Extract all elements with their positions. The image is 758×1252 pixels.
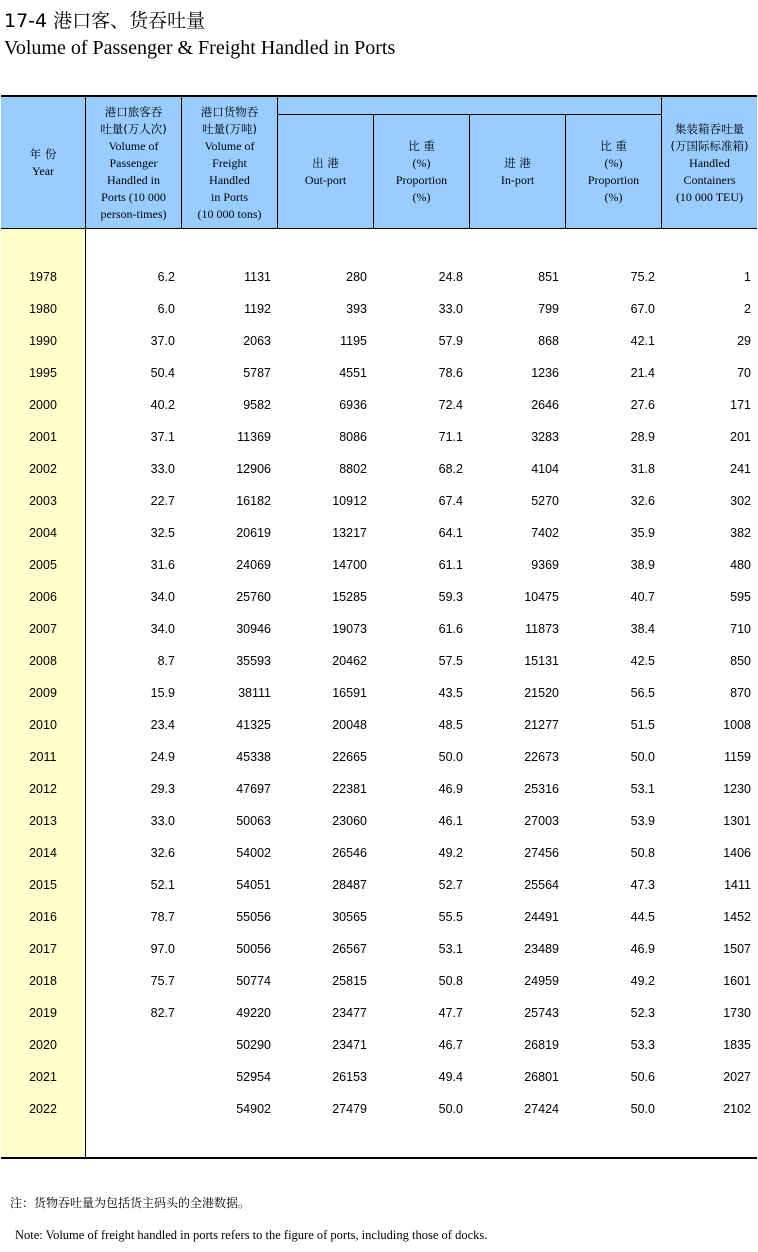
cell-outport-proportion: 50.0	[438, 1102, 463, 1116]
table-row	[1, 869, 757, 901]
cell-year: 2005	[29, 558, 57, 572]
cell-outport-proportion: 52.7	[438, 878, 463, 892]
cell-year: 1980	[29, 302, 57, 316]
cell-inport: 27456	[524, 846, 559, 860]
cell-inport: 868	[538, 334, 559, 348]
cell-passenger: 6.0	[157, 302, 175, 316]
cell-freight: 54902	[236, 1102, 271, 1116]
header-inport-proportion: 比 重 (%) Proportion (%)	[587, 139, 640, 204]
cell-outport: 280	[346, 270, 367, 284]
cell-inport: 21277	[524, 718, 559, 732]
cell-year: 2000	[29, 398, 57, 412]
cell-outport: 20048	[332, 718, 367, 732]
cell-outport: 26546	[332, 846, 367, 860]
cell-inport: 25316	[524, 782, 559, 796]
cell-outport: 6936	[339, 398, 367, 412]
cell-inport: 3283	[531, 430, 559, 444]
cell-outport-proportion: 33.0	[438, 302, 463, 316]
table-row	[1, 709, 757, 741]
header-containers: 集装箱吞吐量 (万国际标准箱) Handled Containers (10 000 TEU)	[670, 121, 749, 204]
cell-outport: 22381	[332, 782, 367, 796]
cell-year: 2014	[29, 846, 57, 860]
cell-freight: 38111	[238, 686, 271, 700]
cell-containers: 1230	[723, 782, 751, 796]
cell-year: 1990	[29, 334, 57, 348]
cell-year: 2003	[29, 494, 57, 508]
cell-freight: 16182	[236, 494, 271, 508]
cell-passenger: 75.7	[150, 974, 175, 988]
cell-containers: 29	[737, 334, 751, 348]
cell-passenger: 34.0	[150, 590, 175, 604]
cell-outport-proportion: 57.5	[438, 654, 463, 668]
table-row	[1, 741, 757, 773]
cell-passenger: 8.7	[157, 654, 175, 668]
cell-inport: 799	[538, 302, 559, 316]
cell-freight: 25760	[236, 590, 271, 604]
divider	[373, 115, 374, 229]
cell-year: 2022	[29, 1102, 57, 1116]
header-outport: 出 港 Out-port	[304, 156, 347, 187]
cell-containers: 870	[730, 686, 751, 700]
cell-containers: 1452	[723, 910, 751, 924]
cell-outport-proportion: 49.2	[438, 846, 463, 860]
cell-inport: 9369	[531, 558, 559, 572]
cell-outport: 23060	[332, 814, 367, 828]
cell-passenger: 6.2	[157, 270, 175, 284]
cell-containers: 1601	[723, 974, 751, 988]
table-row	[1, 613, 757, 645]
cell-containers: 2102	[723, 1102, 751, 1116]
cell-inport: 21520	[524, 686, 559, 700]
cell-inport-proportion: 28.9	[630, 430, 655, 444]
table-row	[1, 773, 757, 805]
divider	[661, 97, 662, 229]
cell-year: 2006	[29, 590, 57, 604]
cell-outport-proportion: 67.4	[438, 494, 463, 508]
cell-year: 2019	[29, 1006, 57, 1020]
divider	[469, 115, 470, 229]
cell-passenger: 97.0	[150, 942, 175, 956]
divider	[181, 97, 182, 229]
cell-inport-proportion: 50.0	[630, 750, 655, 764]
cell-containers: 1301	[723, 814, 751, 828]
cell-inport-proportion: 40.7	[630, 590, 655, 604]
cell-outport-proportion: 72.4	[438, 398, 463, 412]
cell-containers: 302	[730, 494, 751, 508]
cell-inport-proportion: 53.1	[630, 782, 655, 796]
cell-containers: 850	[730, 654, 751, 668]
cell-containers: 595	[730, 590, 751, 604]
cell-outport-proportion: 59.3	[438, 590, 463, 604]
cell-freight: 11369	[237, 430, 271, 444]
cell-containers: 1008	[723, 718, 751, 732]
cell-outport: 8802	[339, 462, 367, 476]
cell-outport-proportion: 61.1	[438, 558, 463, 572]
cell-year: 2009	[29, 686, 57, 700]
table-row	[1, 517, 757, 549]
cell-passenger: 82.7	[150, 1006, 175, 1020]
cell-inport-proportion: 53.3	[630, 1038, 655, 1052]
cell-freight: 50056	[236, 942, 271, 956]
cell-outport-proportion: 78.6	[438, 366, 463, 380]
cell-passenger: 23.4	[150, 718, 175, 732]
header-passenger: 港口旅客吞 吐量(万人次) Volume of Passenger Handled in Ports (10 000 person-times)	[100, 104, 167, 221]
cell-outport-proportion: 61.6	[438, 622, 463, 636]
cell-outport: 28487	[332, 878, 367, 892]
cell-inport: 15131	[524, 654, 559, 668]
cell-passenger: 29.3	[150, 782, 175, 796]
cell-freight: 54051	[236, 878, 271, 892]
cell-inport: 25564	[524, 878, 559, 892]
cell-passenger: 52.1	[150, 878, 175, 892]
cell-inport-proportion: 21.4	[630, 366, 655, 380]
header-outport-proportion: 比 重 (%) Proportion (%)	[395, 139, 448, 204]
cell-freight: 54002	[236, 846, 271, 860]
cell-passenger: 34.0	[150, 622, 175, 636]
cell-freight: 20619	[236, 526, 271, 540]
port-volume-table	[1, 95, 757, 1159]
table-row	[1, 1093, 757, 1125]
cell-inport-proportion: 49.2	[630, 974, 655, 988]
cell-freight: 1131	[244, 270, 271, 284]
cell-outport: 14700	[332, 558, 367, 572]
cell-freight: 50290	[236, 1038, 271, 1052]
cell-passenger: 78.7	[150, 910, 175, 924]
cell-outport: 27479	[332, 1102, 367, 1116]
cell-year: 2001	[29, 430, 57, 444]
cell-outport: 23471	[332, 1038, 367, 1052]
table-row	[1, 261, 757, 293]
cell-freight: 49220	[236, 1006, 271, 1020]
cell-freight: 45338	[236, 750, 271, 764]
cell-outport: 1195	[340, 334, 367, 348]
cell-year: 2016	[29, 910, 57, 924]
cell-outport: 25815	[332, 974, 367, 988]
cell-inport: 26819	[524, 1038, 559, 1052]
cell-outport: 20462	[332, 654, 367, 668]
cell-containers: 171	[730, 398, 751, 412]
cell-containers: 480	[730, 558, 751, 572]
cell-outport-proportion: 24.8	[438, 270, 463, 284]
cell-year: 2010	[29, 718, 57, 732]
footnote-cn: 注：货物吞吐量为包括货主码头的全港数据。	[10, 1196, 251, 1210]
cell-inport-proportion: 52.3	[630, 1006, 655, 1020]
cell-containers: 1507	[723, 942, 751, 956]
cell-freight: 9582	[243, 398, 271, 412]
cell-outport: 4551	[339, 366, 367, 380]
table-row	[1, 933, 757, 965]
cell-inport: 2646	[531, 398, 559, 412]
cell-outport-proportion: 48.5	[438, 718, 463, 732]
cell-inport-proportion: 42.1	[630, 334, 655, 348]
cell-year: 2008	[29, 654, 57, 668]
cell-inport: 1236	[531, 366, 559, 380]
cell-inport: 24491	[524, 910, 559, 924]
cell-inport: 27003	[524, 814, 559, 828]
cell-outport-proportion: 68.2	[438, 462, 463, 476]
cell-outport: 26153	[332, 1070, 367, 1084]
cell-outport-proportion: 57.9	[438, 334, 463, 348]
cell-year: 2021	[29, 1070, 57, 1084]
cell-outport: 23477	[332, 1006, 367, 1020]
cell-inport: 23489	[524, 942, 559, 956]
cell-outport-proportion: 47.7	[438, 1006, 463, 1020]
cell-freight: 12906	[236, 462, 271, 476]
cell-freight: 41325	[236, 718, 271, 732]
cell-inport-proportion: 31.8	[630, 462, 655, 476]
table-row	[1, 1061, 757, 1093]
cell-outport: 393	[346, 302, 367, 316]
cell-inport-proportion: 38.4	[630, 622, 655, 636]
cell-outport-proportion: 46.1	[438, 814, 463, 828]
cell-inport: 851	[538, 270, 559, 284]
cell-inport-proportion: 32.6	[630, 494, 655, 508]
cell-outport: 30565	[332, 910, 367, 924]
footnote-en: Note: Volume of freight handled in ports refers to the figure of ports, including those of docks.	[15, 1228, 488, 1242]
cell-passenger: 32.6	[150, 846, 175, 860]
cell-containers: 2027	[723, 1070, 751, 1084]
cell-freight: 35593	[236, 654, 271, 668]
cell-containers: 1159	[724, 750, 751, 764]
cell-inport: 5270	[531, 494, 559, 508]
cell-outport: 16591	[332, 686, 367, 700]
cell-outport: 13217	[332, 526, 367, 540]
header-freight: 港口货物吞 吐量(万吨) Volume of Freight Handled in Ports (10 000 tons)	[197, 104, 262, 221]
cell-inport: 4104	[531, 462, 559, 476]
cell-year: 2017	[29, 942, 57, 956]
cell-inport-proportion: 47.3	[630, 878, 655, 892]
cell-passenger: 32.5	[150, 526, 175, 540]
header-subdivider	[277, 114, 661, 115]
divider	[277, 97, 278, 229]
cell-outport-proportion: 46.7	[438, 1038, 463, 1052]
cell-freight: 55056	[236, 910, 271, 924]
cell-year: 2012	[29, 782, 57, 796]
table-row	[1, 581, 757, 613]
table-row	[1, 837, 757, 869]
cell-outport-proportion: 71.1	[438, 430, 463, 444]
cell-outport-proportion: 49.4	[438, 1070, 463, 1084]
cell-year: 2002	[29, 462, 57, 476]
cell-inport-proportion: 56.5	[630, 686, 655, 700]
cell-inport-proportion: 38.9	[630, 558, 655, 572]
cell-containers: 1	[744, 270, 751, 284]
cell-freight: 5787	[243, 366, 271, 380]
divider	[565, 115, 566, 229]
cell-passenger: 15.9	[150, 686, 175, 700]
cell-outport-proportion: 50.8	[438, 974, 463, 988]
cell-passenger: 24.9	[150, 750, 175, 764]
cell-inport-proportion: 46.9	[630, 942, 655, 956]
cell-inport-proportion: 50.6	[630, 1070, 655, 1084]
cell-containers: 1411	[724, 878, 751, 892]
cell-freight: 2063	[243, 334, 271, 348]
table-row	[1, 389, 757, 421]
cell-containers: 382	[730, 526, 751, 540]
table-row	[1, 677, 757, 709]
cell-passenger: 31.6	[150, 558, 175, 572]
table-row	[1, 805, 757, 837]
cell-inport-proportion: 53.9	[630, 814, 655, 828]
cell-freight: 30946	[236, 622, 271, 636]
cell-inport: 26801	[524, 1070, 559, 1084]
cell-passenger: 22.7	[150, 494, 175, 508]
header-inport: 进 港 In-port	[500, 156, 535, 187]
cell-inport: 27424	[524, 1102, 559, 1116]
cell-freight: 52954	[236, 1070, 271, 1084]
table-row	[1, 453, 757, 485]
cell-passenger: 33.0	[150, 462, 175, 476]
cell-inport-proportion: 50.8	[630, 846, 655, 860]
table-row	[1, 357, 757, 389]
cell-inport-proportion: 35.9	[630, 526, 655, 540]
cell-freight: 47697	[236, 782, 271, 796]
cell-containers: 1730	[723, 1006, 751, 1020]
cell-inport: 11873	[525, 622, 559, 636]
cell-containers: 710	[730, 622, 751, 636]
cell-outport-proportion: 50.0	[438, 750, 463, 764]
cell-containers: 2	[744, 302, 751, 316]
header-bottom-rule	[1, 228, 757, 229]
cell-outport-proportion: 53.1	[438, 942, 463, 956]
table-row	[1, 421, 757, 453]
cell-outport-proportion: 64.1	[438, 526, 463, 540]
table-row	[1, 997, 757, 1029]
cell-inport-proportion: 50.0	[630, 1102, 655, 1116]
cell-passenger: 50.4	[150, 366, 175, 380]
table-row	[1, 965, 757, 997]
cell-outport: 8086	[339, 430, 367, 444]
cell-year: 2015	[29, 878, 57, 892]
cell-outport: 22665	[332, 750, 367, 764]
table-row	[1, 901, 757, 933]
cell-inport-proportion: 44.5	[630, 910, 655, 924]
cell-containers: 1406	[723, 846, 751, 860]
cell-inport: 24959	[524, 974, 559, 988]
cell-inport-proportion: 27.6	[630, 398, 655, 412]
cell-containers: 241	[730, 462, 751, 476]
cell-freight: 1192	[244, 302, 271, 316]
table-row	[1, 1029, 757, 1061]
cell-inport-proportion: 42.5	[630, 654, 655, 668]
cell-containers: 201	[730, 430, 751, 444]
cell-containers: 70	[737, 366, 751, 380]
cell-outport-proportion: 43.5	[438, 686, 463, 700]
page-title-cn: 17-4 港口客、货吞吐量	[4, 10, 206, 32]
cell-year: 2004	[29, 526, 57, 540]
cell-inport-proportion: 51.5	[630, 718, 655, 732]
page-title-en: Volume of Passenger & Freight Handled in Ports	[4, 37, 396, 59]
cell-freight: 50774	[236, 974, 271, 988]
table-row	[1, 325, 757, 357]
cell-inport: 7402	[531, 526, 559, 540]
cell-inport: 10475	[524, 590, 559, 604]
cell-year: 2011	[29, 750, 57, 764]
cell-outport: 10912	[332, 494, 367, 508]
cell-containers: 1835	[723, 1038, 751, 1052]
table-row	[1, 485, 757, 517]
cell-year: 2007	[29, 622, 57, 636]
cell-year: 1995	[29, 366, 57, 380]
cell-freight: 50063	[236, 814, 271, 828]
cell-freight: 24069	[236, 558, 271, 572]
cell-year: 2013	[29, 814, 57, 828]
cell-inport: 25743	[524, 1006, 559, 1020]
cell-outport: 26567	[332, 942, 367, 956]
cell-outport-proportion: 55.5	[438, 910, 463, 924]
cell-year: 1978	[29, 270, 57, 284]
header-year: 年 份 Year	[29, 147, 57, 178]
cell-inport: 22673	[524, 750, 559, 764]
table-row	[1, 549, 757, 581]
cell-passenger: 37.1	[150, 430, 175, 444]
table-row	[1, 645, 757, 677]
table-row	[1, 293, 757, 325]
cell-inport-proportion: 67.0	[630, 302, 655, 316]
cell-year: 2020	[29, 1038, 57, 1052]
cell-passenger: 37.0	[150, 334, 175, 348]
cell-passenger: 33.0	[150, 814, 175, 828]
cell-year: 2018	[29, 974, 57, 988]
cell-outport: 15285	[332, 590, 367, 604]
cell-outport-proportion: 46.9	[438, 782, 463, 796]
cell-outport: 19073	[332, 622, 367, 636]
cell-passenger: 40.2	[150, 398, 175, 412]
cell-inport-proportion: 75.2	[630, 270, 655, 284]
